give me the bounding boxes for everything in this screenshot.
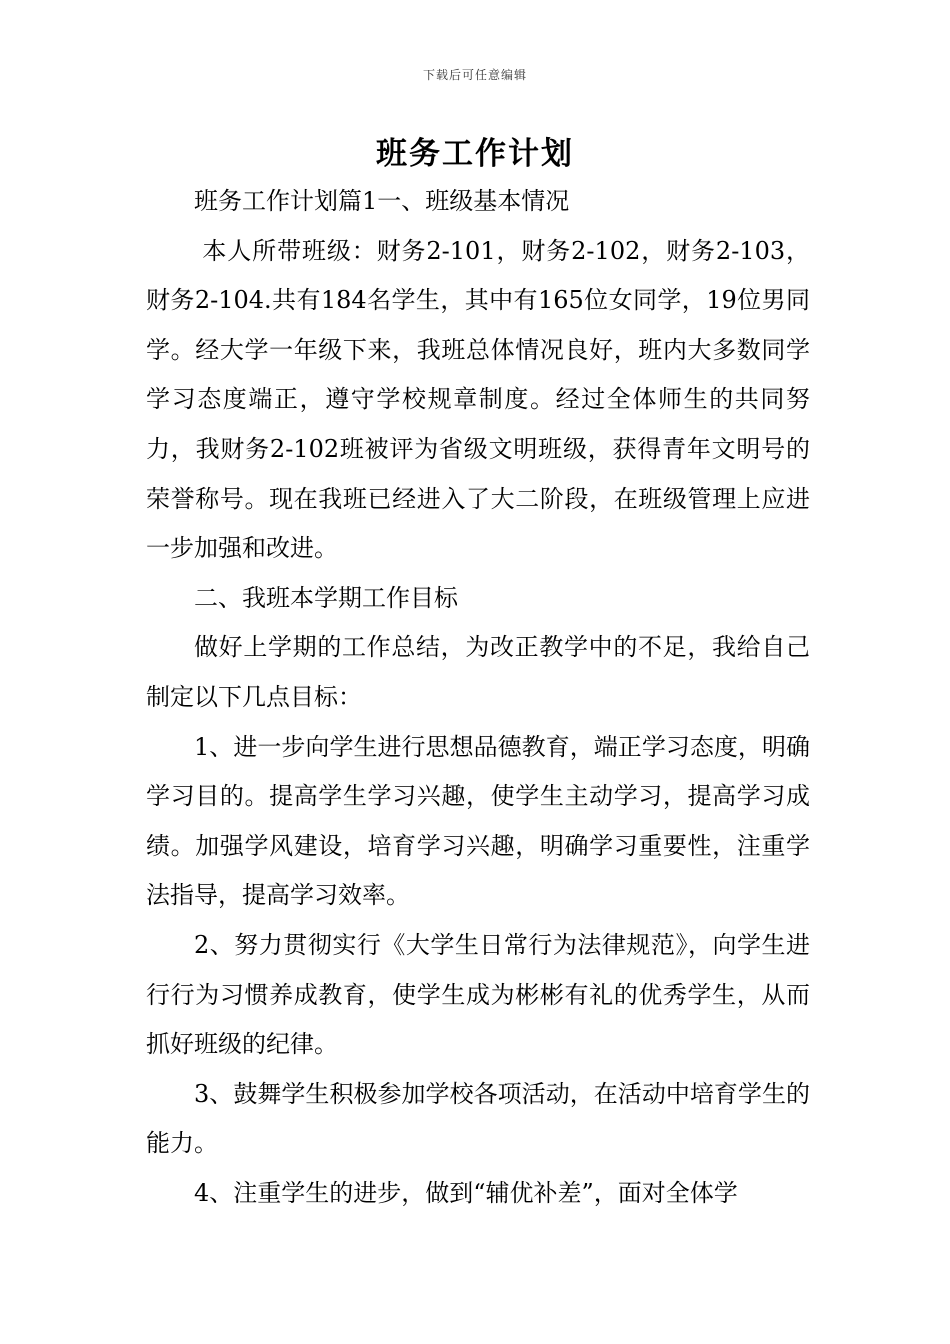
paragraph-goals-intro: 做好上学期的工作总结，为改正教学中的不足，我给自己制定以下几点目标： <box>146 633 810 711</box>
paragraph-goal-4: 4、注重学生的进步，做到“辅优补差”，面对全体学 <box>194 1178 738 1207</box>
paragraph-section-1-heading: 班务工作计划篇1一、班级基本情况 <box>194 187 570 215</box>
paragraph-class-info: 本人所带班级：财务2-101，财务2-102，财务2-103，财务2-104.共有184名学生，其中有165位女同学，19位男同学。经大学一年级下来，我班总体情况良好，班内大多数同学学习态度端正，遵守学校规章制度。经过全体师生的共同努力，我财务2-102班被评为省级文明班级，获得青年文明号的荣誉称号。现在我班已经进入了大二阶段，在班级管理上应进一步加强和改进。 <box>146 236 810 563</box>
paragraph-goal-1: 1、进一步向学生进行思想品德教育，端正学习态度，明确学习目的。提高学生学习兴趣，使学生主动学习，提高学习成绩。加强学风建设，培育学习兴趣，明确学习重要性，注重学法指导，提高学习效率。 <box>146 732 810 910</box>
document-title: 班务工作计划 <box>376 136 574 172</box>
document-body <box>146 177 810 1218</box>
paragraph-goal-2: 2、努力贯彻实行《大学生日常行为法律规范》，向学生进行行为习惯养成教育，使学生成为彬彬有礼的优秀学生，从而抓好班级的纪律。 <box>146 930 810 1059</box>
header-note: 下载后可任意编辑 <box>422 68 527 82</box>
paragraph-goal-3: 3、鼓舞学生积极参加学校各项活动，在活动中培育学生的能力。 <box>146 1079 810 1158</box>
paragraph-section-2-heading: 二、我班本学期工作目标 <box>194 583 458 612</box>
